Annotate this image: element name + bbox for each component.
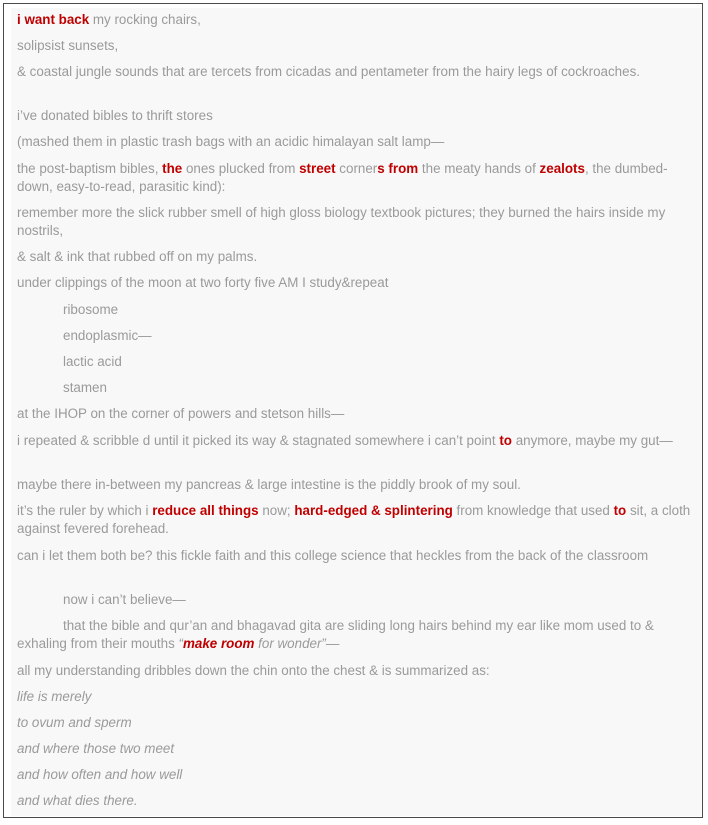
poem-line-15	[17, 432, 695, 450]
highlight-text: to	[499, 433, 512, 448]
poem-line-25: and how often and how well	[17, 767, 183, 782]
highlight-text: make room	[182, 636, 255, 651]
poem-text: anymore, maybe my gut—	[511, 433, 673, 448]
highlight-text: to	[613, 503, 627, 518]
poem-line-14: at the IHOP on the corner of powers and stetson hills—	[17, 406, 345, 421]
poem-line-16: maybe there in-between my pancreas & large intestine is the piddly brook of my soul.	[17, 477, 521, 492]
poem-line-4: i’ve donated bibles to thrift stores	[17, 108, 213, 123]
poem-text: i repeated & scribble d until it picked its way & stagnated somewhere i can’t point	[17, 433, 500, 448]
poem-line-22: life is merely	[17, 689, 92, 704]
poem-line-5: (mashed them in plastic trash bags with an acidic himalayan salt lamp—	[17, 134, 445, 149]
poem-text: my rocking chairs,	[89, 12, 201, 27]
poem-line-19: now i can’t believe—	[63, 592, 186, 607]
highlight-text: the	[162, 161, 183, 176]
document-frame	[3, 3, 703, 818]
poem-text: —	[325, 636, 340, 651]
poem-line-24: and where those two meet	[17, 741, 175, 756]
poem-text: corner	[335, 161, 378, 176]
poem-line-12: lactic acid	[63, 354, 122, 369]
poem-line-3: & coastal jungle sounds that are tercets from cicadas and pentameter from the hairy legs of cockroaches.	[17, 64, 640, 79]
poem-line-21: all my understanding dribbles down the chin onto the chest & is summarized as:	[17, 663, 490, 678]
poem-text: sit, a cloth against fevered forehead.	[17, 503, 691, 536]
poem-line-20	[17, 617, 695, 653]
poem-line-10: ribosome	[63, 302, 119, 317]
poem-text: that the bible and qur’an and bhagavad gita are sliding long hairs behind my ear like mom used to & exhaling from their mouths	[17, 618, 654, 651]
poem-text: it’s the ruler by which i	[17, 503, 153, 518]
poem-line-13: stamen	[63, 380, 107, 395]
highlight-text: zealots	[539, 161, 585, 176]
highlight-text: s from	[377, 161, 419, 176]
poem-line-17	[17, 502, 695, 538]
poem-line-9: under clippings of the moon at two forty five AM I study&repeat	[17, 275, 389, 290]
italic-text: for wonder”	[254, 636, 326, 651]
poem-text: , the dumbed-down, easy-to-read, parasitic kind):	[17, 161, 668, 194]
poem-line-26: and what dies there.	[17, 793, 138, 808]
poem-line-23: to ovum and sperm	[17, 715, 132, 730]
poem-line-18: can i let them both be? this fickle faith and this college science that heckles from the back of the classroom	[17, 548, 649, 563]
highlight-text: street	[299, 161, 336, 176]
italic-text: “	[178, 636, 183, 651]
poem-line-6	[17, 160, 695, 196]
poem-text: ones plucked from	[182, 161, 300, 176]
poem-text: from knowledge that used	[452, 503, 614, 518]
highlight-text: reduce all things	[152, 503, 259, 518]
poem-line-11: endoplasmic—	[63, 328, 152, 343]
highlight-text: i want back	[17, 12, 90, 27]
poem-line-2: solipsist sunsets,	[17, 38, 119, 53]
highlight-text: hard-edged & splintering	[294, 503, 453, 518]
document-page	[11, 8, 701, 816]
poem-line-7: remember more the slick rubber smell of high gloss biology textbook pictures; they burned the hairs inside my nostrils,	[17, 205, 666, 238]
poem-text: the meaty hands of	[418, 161, 540, 176]
poem-text: now;	[258, 503, 295, 518]
poem-line-8: & salt & ink that rubbed off on my palms.	[17, 249, 258, 264]
poem-text: the post-baptism bibles,	[17, 161, 163, 176]
poem-line-1	[17, 11, 695, 29]
